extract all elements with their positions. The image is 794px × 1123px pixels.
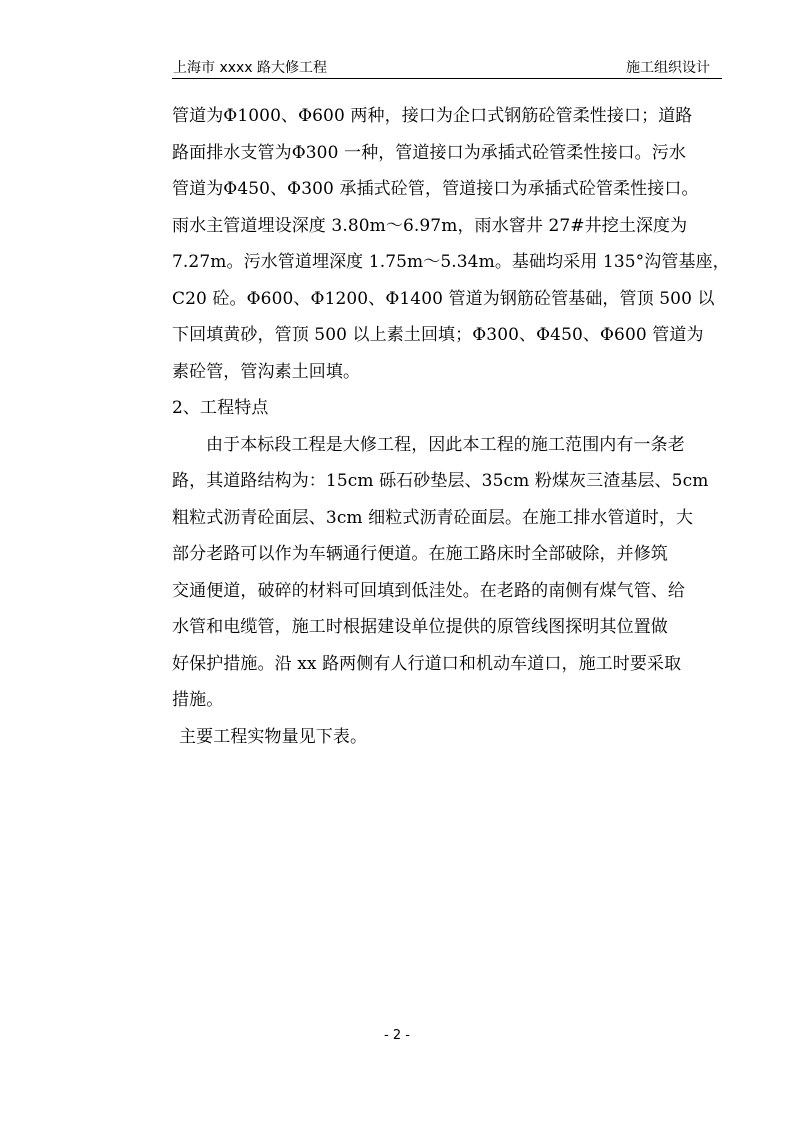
- body-line: 粗粒式沥青砼面层、3cm 细粒式沥青砼面层。在施工排水管道时，大: [172, 507, 694, 528]
- body-line: 素砼管，管沟素土回填。: [172, 361, 361, 382]
- body-line: 路，其道路结构为：15cm 砾石砂垫层、35cm 粉煤灰三渣基层、5cm: [172, 471, 709, 491]
- body-line: C20 砼。Φ600、Φ1200、Φ1400 管道为钢筋砼管基础，管顶 500 以: [172, 288, 715, 309]
- page-number: - 2 -: [384, 1028, 410, 1043]
- table-intro-line: 主要工程实物量见下表。: [179, 726, 368, 747]
- body-line: 路面排水支管为Φ300 一种，管道接口为承插式砼管柔性接口。污水: [172, 142, 686, 163]
- document-body: [172, 98, 730, 755]
- body-line: 管道为Φ1000、Φ600 两种，接口为企口式钢筋砼管柔性接口；道路: [172, 106, 693, 126]
- body-line: 好保护措施。沿 xx 路两侧有人行道口和机动车道口，施工时要采取: [172, 653, 682, 674]
- body-line: 下回填黄砂，管顶 500 以上素土回填；Φ300、Φ450、Φ600 管道为: [172, 325, 704, 345]
- body-line: 雨水主管道埋设深度 3.80m～6.97m，雨水窨井 27#井挖土深度为: [172, 215, 688, 236]
- body-line: 水管和电缆管，施工时根据建设单位提供的原管线图探明其位置做: [172, 617, 668, 637]
- body-line: 由于本标段工程是大修工程，因此本工程的施工范围内有一条老: [206, 434, 685, 455]
- body-line: 管道为Φ450、Φ300 承插式砼管，管道接口为承插式砼管柔性接口。: [172, 179, 699, 199]
- body-line: 交通便道，破碎的材料可回填到低洼处。在老路的南侧有煤气管、给: [172, 580, 685, 601]
- header-document-type: 施工组织设计: [626, 60, 710, 76]
- section-heading: 2、工程特点: [172, 398, 269, 418]
- header-project-title: 上海市 xxxx 路大修工程: [173, 60, 328, 76]
- body-line: 部分老路可以作为车辆通行便道。在施工路床时全部破除，并修筑: [172, 544, 668, 564]
- page-header: [172, 58, 722, 79]
- body-line: 7.27m。污水管道埋深度 1.75m～5.34m。基础均采用 135°沟管基座，: [172, 252, 730, 272]
- body-line: 措施。: [172, 690, 224, 710]
